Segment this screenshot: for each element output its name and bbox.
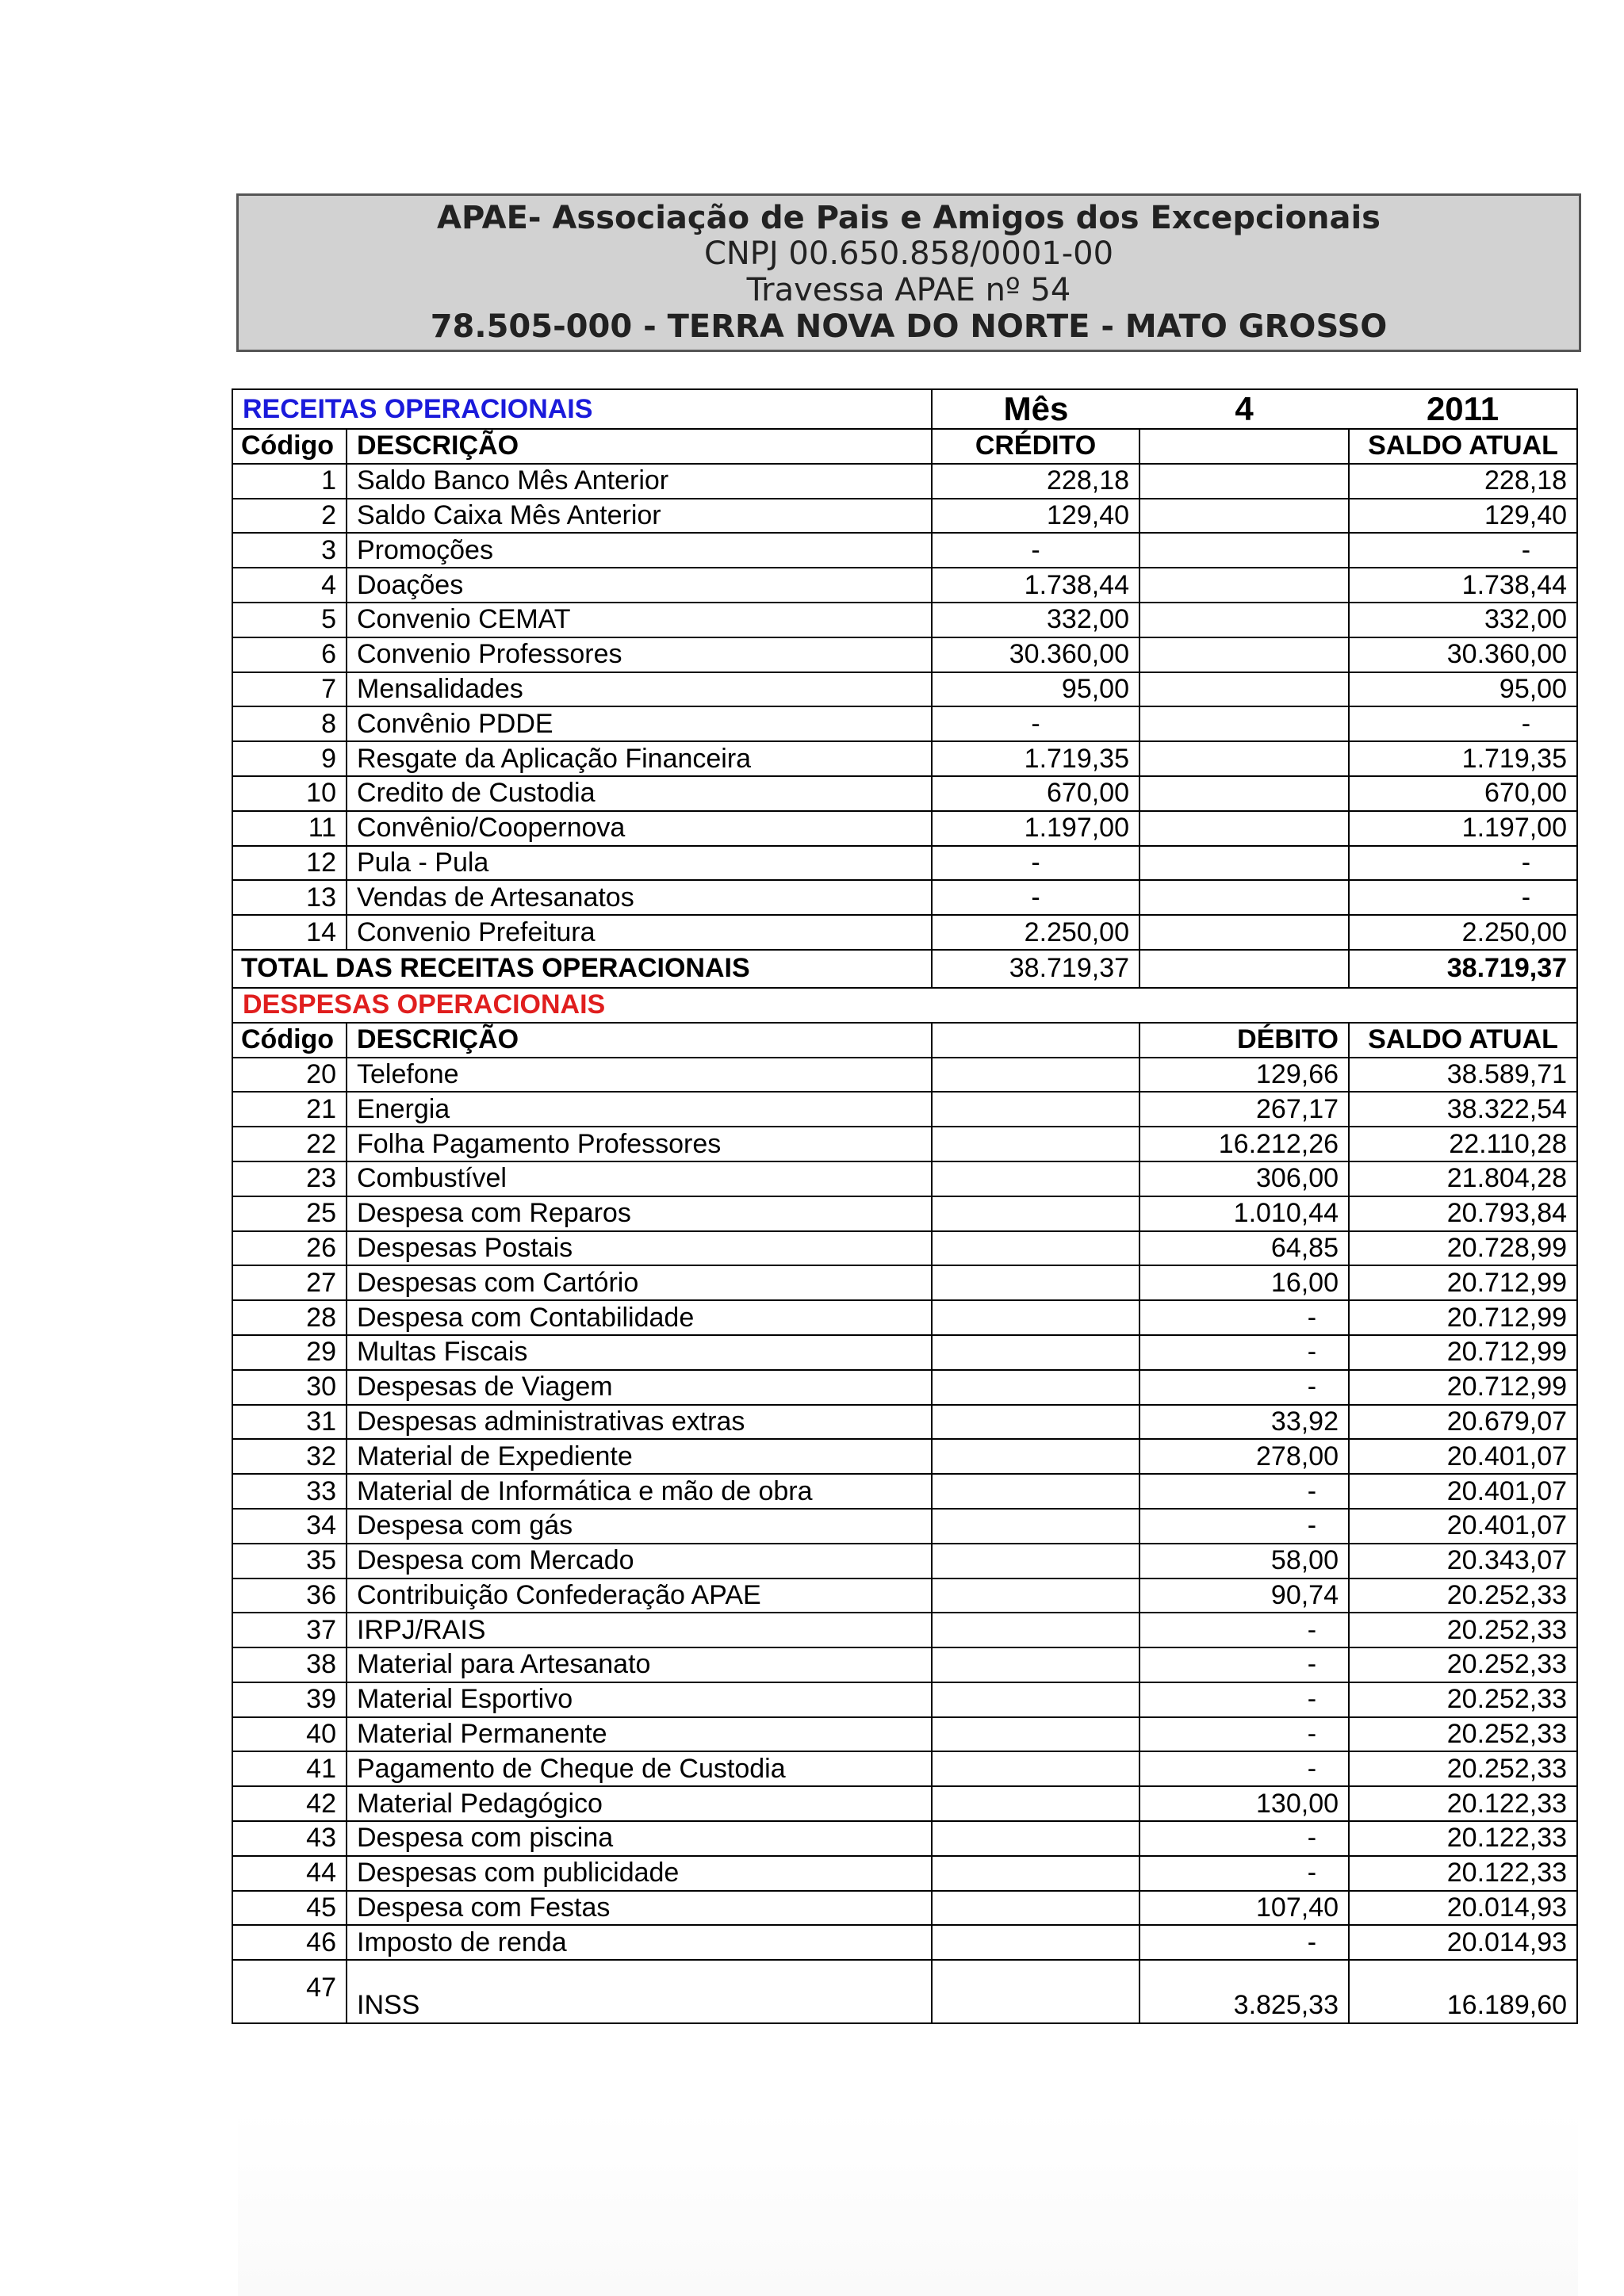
despesa-row	[232, 1682, 1577, 1717]
empty-cell	[1139, 950, 1349, 988]
despesa-row	[232, 1613, 1577, 1647]
row-code: 31	[232, 1405, 347, 1440]
row-description: Material de Informática e mão de obra	[347, 1474, 932, 1509]
row-saldo: 20.252,33	[1349, 1578, 1577, 1613]
col-codigo-header: Código	[232, 1023, 347, 1058]
row-description: Pagamento de Cheque de Custodia	[347, 1751, 932, 1786]
header-cnpj: CNPJ 00.650.858/0001-00	[703, 235, 1114, 273]
row-debit: 33,92	[1139, 1405, 1349, 1440]
total-credit: 38.719,37	[932, 950, 1139, 988]
row-code: 41	[232, 1751, 347, 1786]
row-code: 45	[232, 1891, 347, 1926]
row-description: Material Esportivo	[347, 1682, 932, 1717]
row-description: Material Pedagógico	[347, 1786, 932, 1821]
row-description: Convênio PDDE	[347, 706, 932, 741]
despesa-row	[232, 1925, 1577, 1960]
row-code: 22	[232, 1127, 347, 1161]
row-saldo: -	[1349, 706, 1577, 741]
empty-cell	[932, 1509, 1139, 1544]
empty-cell	[1139, 706, 1349, 741]
header-address: Travessa APAE nº 54	[746, 272, 1071, 308]
row-code: 11	[232, 811, 347, 846]
row-debit: 90,74	[1139, 1578, 1349, 1613]
row-saldo: 2.250,00	[1349, 915, 1577, 950]
statement-body	[232, 389, 1577, 2023]
row-description: IRPJ/RAIS	[347, 1613, 932, 1647]
receitas-total-row	[232, 950, 1577, 988]
row-code: 21	[232, 1092, 347, 1127]
row-debit: -	[1139, 1335, 1349, 1370]
row-debit: -	[1139, 1751, 1349, 1786]
despesa-row	[232, 1578, 1577, 1613]
row-code: 35	[232, 1544, 347, 1578]
row-saldo: 20.401,07	[1349, 1474, 1577, 1509]
row-debit: 16,00	[1139, 1265, 1349, 1300]
row-credit: 2.250,00	[932, 915, 1139, 950]
empty-cell	[932, 1682, 1139, 1717]
month-label: Mês	[932, 389, 1139, 429]
receita-row	[232, 568, 1577, 603]
row-description: Saldo Caixa Mês Anterior	[347, 499, 932, 534]
row-saldo: 670,00	[1349, 776, 1577, 811]
row-saldo: 20.122,33	[1349, 1821, 1577, 1856]
empty-cell	[932, 1647, 1139, 1682]
row-description: Vendas de Artesanatos	[347, 880, 932, 915]
empty-cell	[1139, 880, 1349, 915]
despesa-row	[232, 1196, 1577, 1231]
row-saldo: 228,18	[1349, 464, 1577, 499]
row-code: 4	[232, 568, 347, 603]
despesa-row	[232, 1474, 1577, 1509]
row-code: 23	[232, 1161, 347, 1196]
row-code: 25	[232, 1196, 347, 1231]
row-saldo: 16.189,60	[1349, 1960, 1577, 2023]
row-saldo: 20.793,84	[1349, 1196, 1577, 1231]
row-description: Despesa com Festas	[347, 1891, 932, 1926]
receita-row	[232, 672, 1577, 707]
empty-cell	[1139, 533, 1349, 568]
row-saldo: -	[1349, 880, 1577, 915]
row-saldo: 20.252,33	[1349, 1751, 1577, 1786]
despesa-row	[232, 1127, 1577, 1161]
row-code: 14	[232, 915, 347, 950]
empty-cell	[932, 1786, 1139, 1821]
row-description: Doações	[347, 568, 932, 603]
row-debit: -	[1139, 1509, 1349, 1544]
receita-row	[232, 846, 1577, 881]
row-description: Despesas com publicidade	[347, 1856, 932, 1891]
row-saldo: 20.679,07	[1349, 1405, 1577, 1440]
empty-cell	[932, 1960, 1139, 2023]
row-code: 39	[232, 1682, 347, 1717]
row-code: 6	[232, 637, 347, 672]
row-saldo: 1.197,00	[1349, 811, 1577, 846]
empty-cell	[932, 1127, 1139, 1161]
row-code: 33	[232, 1474, 347, 1509]
row-saldo: 38.322,54	[1349, 1092, 1577, 1127]
header-city: 78.505-000 - TERRA NOVA DO NORTE - MATO GROSSO	[430, 308, 1388, 345]
row-saldo: 20.712,99	[1349, 1335, 1577, 1370]
row-credit: 1.719,35	[932, 741, 1139, 776]
row-description: Despesas administrativas extras	[347, 1405, 932, 1440]
despesa-row	[232, 1335, 1577, 1370]
receita-row	[232, 741, 1577, 776]
row-saldo: 30.360,00	[1349, 637, 1577, 672]
empty-cell	[1139, 846, 1349, 881]
row-code: 10	[232, 776, 347, 811]
row-debit: -	[1139, 1717, 1349, 1752]
row-code: 27	[232, 1265, 347, 1300]
despesa-row	[232, 1960, 1577, 2023]
row-debit: -	[1139, 1613, 1349, 1647]
row-code: 1	[232, 464, 347, 499]
despesa-row	[232, 1265, 1577, 1300]
col-descricao-header: DESCRIÇÃO	[347, 1023, 932, 1058]
receita-row	[232, 880, 1577, 915]
empty-cell	[1139, 672, 1349, 707]
despesa-row	[232, 1891, 1577, 1926]
receita-row	[232, 776, 1577, 811]
receita-row	[232, 811, 1577, 846]
row-saldo: 38.589,71	[1349, 1058, 1577, 1093]
row-description: Despesa com gás	[347, 1509, 932, 1544]
receita-row	[232, 603, 1577, 637]
empty-cell	[932, 1856, 1139, 1891]
row-description: Despesas Postais	[347, 1231, 932, 1266]
despesa-row	[232, 1231, 1577, 1266]
empty-cell	[932, 1161, 1139, 1196]
row-description: Despesa com Reparos	[347, 1196, 932, 1231]
empty-cell	[932, 1335, 1139, 1370]
row-description: Despesa com Contabilidade	[347, 1300, 932, 1335]
financial-statement-table	[232, 388, 1578, 2024]
row-code: 47	[232, 1960, 347, 2023]
row-debit: -	[1139, 1925, 1349, 1960]
row-code: 8	[232, 706, 347, 741]
row-code: 36	[232, 1578, 347, 1613]
row-credit: 228,18	[932, 464, 1139, 499]
row-saldo: 332,00	[1349, 603, 1577, 637]
empty-cell	[932, 1821, 1139, 1856]
row-saldo: 20.122,33	[1349, 1786, 1577, 1821]
year-value: 2011	[1349, 389, 1577, 429]
row-description: Imposto de renda	[347, 1925, 932, 1960]
empty-cell	[1139, 568, 1349, 603]
row-code: 7	[232, 672, 347, 707]
row-code: 12	[232, 846, 347, 881]
receita-row	[232, 533, 1577, 568]
row-credit: 670,00	[932, 776, 1139, 811]
row-credit: -	[932, 533, 1139, 568]
empty-cell	[932, 1891, 1139, 1926]
row-description: Pula - Pula	[347, 846, 932, 881]
row-description: Despesas com Cartório	[347, 1265, 932, 1300]
row-description: Material Permanente	[347, 1717, 932, 1752]
empty-cell	[932, 1231, 1139, 1266]
organization-header	[236, 193, 1581, 352]
empty-cell	[932, 1058, 1139, 1093]
row-debit: 130,00	[1139, 1786, 1349, 1821]
empty-cell	[1139, 741, 1349, 776]
empty-cell	[932, 1439, 1139, 1474]
empty-cell	[932, 1405, 1139, 1440]
empty-cell	[1139, 499, 1349, 534]
row-debit: 267,17	[1139, 1092, 1349, 1127]
row-saldo: 20.712,99	[1349, 1370, 1577, 1405]
row-description: Multas Fiscais	[347, 1335, 932, 1370]
despesa-row	[232, 1058, 1577, 1093]
row-saldo: 20.252,33	[1349, 1647, 1577, 1682]
empty-cell	[1139, 637, 1349, 672]
row-code: 44	[232, 1856, 347, 1891]
row-debit: 16.212,26	[1139, 1127, 1349, 1161]
despesas-header-row	[232, 1023, 1577, 1058]
row-code: 43	[232, 1821, 347, 1856]
row-saldo: 1.738,44	[1349, 568, 1577, 603]
row-credit: 1.738,44	[932, 568, 1139, 603]
row-saldo: 20.712,99	[1349, 1300, 1577, 1335]
receita-row	[232, 915, 1577, 950]
row-debit: 64,85	[1139, 1231, 1349, 1266]
despesa-row	[232, 1370, 1577, 1405]
empty-cell	[932, 1613, 1139, 1647]
despesas-title-row	[232, 988, 1577, 1023]
row-description: Contribuição Confederação APAE	[347, 1578, 932, 1613]
header-org-name: APAE- Associação de Pais e Amigos dos Excepcionais	[437, 199, 1381, 236]
despesa-row	[232, 1786, 1577, 1821]
row-credit: 95,00	[932, 672, 1139, 707]
row-saldo: 22.110,28	[1349, 1127, 1577, 1161]
empty-cell	[1139, 603, 1349, 637]
despesas-title: DESPESAS OPERACIONAIS	[232, 988, 1577, 1023]
row-description: Credito de Custodia	[347, 776, 932, 811]
row-saldo: 20.014,93	[1349, 1925, 1577, 1960]
col-codigo-header: Código	[232, 429, 347, 464]
row-debit: 107,40	[1139, 1891, 1349, 1926]
row-code: 37	[232, 1613, 347, 1647]
row-code: 2	[232, 499, 347, 534]
empty-cell	[1139, 811, 1349, 846]
row-debit: 3.825,33	[1139, 1960, 1349, 2023]
row-description: Promoções	[347, 533, 932, 568]
row-description: Saldo Banco Mês Anterior	[347, 464, 932, 499]
row-credit: -	[932, 706, 1139, 741]
row-debit: -	[1139, 1370, 1349, 1405]
row-description: Material para Artesanato	[347, 1647, 932, 1682]
despesa-row	[232, 1647, 1577, 1682]
row-saldo: 20.712,99	[1349, 1265, 1577, 1300]
row-description: Convênio/Coopernova	[347, 811, 932, 846]
row-debit: -	[1139, 1647, 1349, 1682]
row-saldo: -	[1349, 846, 1577, 881]
row-code: 28	[232, 1300, 347, 1335]
row-description: Energia	[347, 1092, 932, 1127]
row-code: 46	[232, 1925, 347, 1960]
receita-row	[232, 706, 1577, 741]
row-description: Folha Pagamento Professores	[347, 1127, 932, 1161]
row-code: 13	[232, 880, 347, 915]
row-saldo: 20.401,07	[1349, 1509, 1577, 1544]
empty-cell	[932, 1544, 1139, 1578]
despesa-row	[232, 1439, 1577, 1474]
row-code: 38	[232, 1647, 347, 1682]
month-value: 4	[1139, 389, 1349, 429]
empty-cell	[932, 1265, 1139, 1300]
row-credit: -	[932, 846, 1139, 881]
row-saldo: 95,00	[1349, 672, 1577, 707]
empty-cell	[932, 1370, 1139, 1405]
total-saldo: 38.719,37	[1349, 950, 1577, 988]
empty-cell	[932, 1474, 1139, 1509]
row-saldo: 20.401,07	[1349, 1439, 1577, 1474]
row-description: Despesa com Mercado	[347, 1544, 932, 1578]
row-credit: 129,40	[932, 499, 1139, 534]
row-code: 40	[232, 1717, 347, 1752]
row-saldo: 20.252,33	[1349, 1613, 1577, 1647]
col-descricao-header: DESCRIÇÃO	[347, 429, 932, 464]
empty-cell	[932, 1196, 1139, 1231]
row-code: 5	[232, 603, 347, 637]
total-label: TOTAL DAS RECEITAS OPERACIONAIS	[232, 950, 932, 988]
row-debit: 278,00	[1139, 1439, 1349, 1474]
row-saldo: 129,40	[1349, 499, 1577, 534]
despesa-row	[232, 1821, 1577, 1856]
row-code: 29	[232, 1335, 347, 1370]
row-description: INSS	[347, 1960, 932, 2023]
row-debit: -	[1139, 1474, 1349, 1509]
receitas-title-row	[232, 389, 1577, 429]
row-debit: -	[1139, 1300, 1349, 1335]
row-debit: 58,00	[1139, 1544, 1349, 1578]
row-saldo: 20.252,33	[1349, 1717, 1577, 1752]
col-credito-header: CRÉDITO	[932, 429, 1139, 464]
row-credit: 30.360,00	[932, 637, 1139, 672]
row-description: Material de Expediente	[347, 1439, 932, 1474]
despesa-row	[232, 1544, 1577, 1578]
row-saldo: 20.122,33	[1349, 1856, 1577, 1891]
page-bottom-area	[238, 2109, 1578, 2296]
empty-cell	[1139, 915, 1349, 950]
col-saldo-header: SALDO ATUAL	[1349, 1023, 1577, 1058]
despesa-row	[232, 1092, 1577, 1127]
row-debit: 306,00	[1139, 1161, 1349, 1196]
col-saldo-header: SALDO ATUAL	[1349, 429, 1577, 464]
empty-cell	[932, 1092, 1139, 1127]
receita-row	[232, 464, 1577, 499]
empty-cell	[932, 1578, 1139, 1613]
row-description: Convenio Professores	[347, 637, 932, 672]
empty-cell	[1139, 429, 1349, 464]
row-debit: -	[1139, 1821, 1349, 1856]
row-saldo: 20.343,07	[1349, 1544, 1577, 1578]
receita-row	[232, 637, 1577, 672]
despesa-row	[232, 1509, 1577, 1544]
row-code: 30	[232, 1370, 347, 1405]
row-description: Despesa com piscina	[347, 1821, 932, 1856]
row-code: 42	[232, 1786, 347, 1821]
empty-cell	[932, 1300, 1139, 1335]
row-debit: 1.010,44	[1139, 1196, 1349, 1231]
row-code: 26	[232, 1231, 347, 1266]
row-saldo: 20.728,99	[1349, 1231, 1577, 1266]
row-credit: 1.197,00	[932, 811, 1139, 846]
receita-row	[232, 499, 1577, 534]
despesa-row	[232, 1405, 1577, 1440]
empty-cell	[1139, 776, 1349, 811]
row-code: 32	[232, 1439, 347, 1474]
row-credit: 332,00	[932, 603, 1139, 637]
despesa-row	[232, 1161, 1577, 1196]
despesa-row	[232, 1717, 1577, 1752]
row-description: Convenio Prefeitura	[347, 915, 932, 950]
row-code: 34	[232, 1509, 347, 1544]
receitas-title: RECEITAS OPERACIONAIS	[232, 389, 932, 429]
empty-cell	[1139, 464, 1349, 499]
row-saldo: 20.014,93	[1349, 1891, 1577, 1926]
row-saldo: 21.804,28	[1349, 1161, 1577, 1196]
col-debito-header: DÉBITO	[1139, 1023, 1349, 1058]
despesa-row	[232, 1300, 1577, 1335]
despesa-row	[232, 1751, 1577, 1786]
row-saldo: -	[1349, 533, 1577, 568]
empty-cell	[932, 1717, 1139, 1752]
row-saldo: 1.719,35	[1349, 741, 1577, 776]
row-debit: -	[1139, 1682, 1349, 1717]
row-credit: -	[932, 880, 1139, 915]
row-description: Resgate da Aplicação Financeira	[347, 741, 932, 776]
row-saldo: 20.252,33	[1349, 1682, 1577, 1717]
empty-cell	[932, 1023, 1139, 1058]
receitas-header-row	[232, 429, 1577, 464]
row-description: Convenio CEMAT	[347, 603, 932, 637]
empty-cell	[932, 1925, 1139, 1960]
row-debit: -	[1139, 1856, 1349, 1891]
despesa-row	[232, 1856, 1577, 1891]
row-debit: 129,66	[1139, 1058, 1349, 1093]
row-description: Telefone	[347, 1058, 932, 1093]
row-code: 9	[232, 741, 347, 776]
row-description: Combustível	[347, 1161, 932, 1196]
row-description: Mensalidades	[347, 672, 932, 707]
empty-cell	[932, 1751, 1139, 1786]
row-code: 3	[232, 533, 347, 568]
row-code: 20	[232, 1058, 347, 1093]
row-description: Despesas de Viagem	[347, 1370, 932, 1405]
